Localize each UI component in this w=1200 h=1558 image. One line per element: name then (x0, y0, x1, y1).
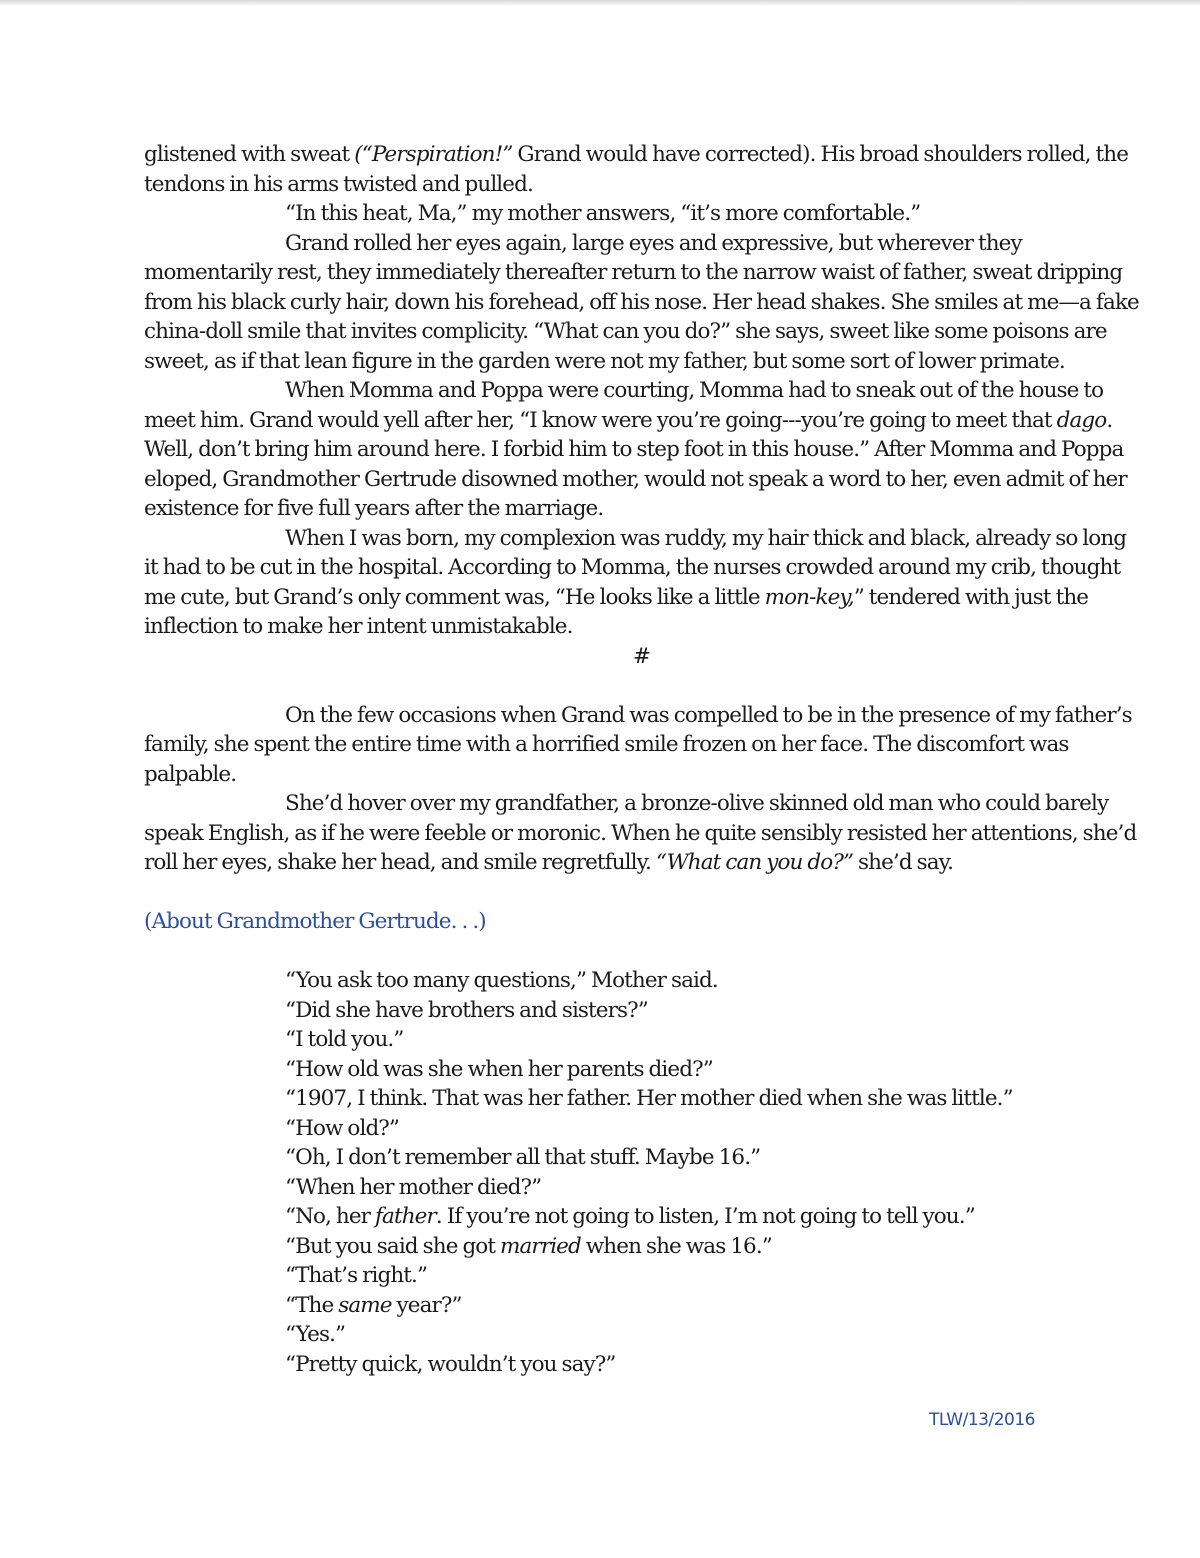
paragraph-3: Grand rolled her eyes again, large eyes and expressive, but wherever they momentarily rest, they immediately thereafter return to the narrow waist of father, sweat dripping from his black curly hair, down his forehead, off his nose. Her head shakes. She smiles at me—a fake china-doll smile that invites complicity. “What can you do?” she says, sweet like some poisons are sweet, as if that lean figure in the garden were not my father, but some sort of lower primate. (144, 230, 1139, 374)
paragraph-7 (144, 789, 1139, 878)
blank-line (144, 937, 1139, 967)
dialogue-line: “You ask too many questions,” Mother said. (285, 968, 718, 993)
dialogue-italic: father (375, 1204, 436, 1229)
dialogue-text-end: . If you’re not going to listen, I’m not going to tell you.” (435, 1204, 975, 1229)
blank-line (144, 878, 1139, 908)
paragraph-5-italic: mon-key, (764, 584, 854, 610)
footer-document-code: TLW/13/2016 (929, 1410, 1035, 1430)
dialogue-line: “Yes.” (285, 1322, 346, 1347)
paragraph-4-text: When Momma and Poppa were courting, Momma had to sneak out of the house to meet him. Grand would yell after her, “I know were you’re going---you’re going to meet that (144, 378, 1104, 433)
paragraph-1 (144, 140, 1139, 199)
dialogue-line: “1907, I think. That was her father. Her mother died when she was little.” (285, 1086, 1013, 1111)
section-heading: (About Grandmother Gertrude. . .) (144, 909, 486, 934)
paragraph-2: “In this heat, Ma,” my mother answers, “it’s more comfortable.” (285, 201, 921, 226)
dialogue-line: “How old was she when her parents died?” (285, 1056, 713, 1082)
paragraph-6: On the few occasions when Grand was compelled to be in the presence of my father’s family, she spent the entire time with a horrified smile frozen on her face. The discomfort was palpable. (144, 702, 1132, 787)
section-separator: # (632, 643, 651, 669)
dialogue-line: “Pretty quick, wouldn’t you say?” (285, 1351, 616, 1377)
paragraph-4-italic: dago (1056, 407, 1107, 433)
dialogue-line (285, 1232, 1139, 1262)
dialogue-line: “I told you.” (285, 1027, 404, 1052)
dialogue-line (285, 1202, 1139, 1232)
dialogue-text-end: year?” (391, 1292, 462, 1318)
dialogue-line: “Did she have brothers and sisters?” (285, 997, 648, 1023)
paragraph-5-text-end: ” tendered with just the inflection to make her intent unmistakable. (144, 584, 1089, 639)
dialogue-italic: same (338, 1292, 392, 1318)
paragraph-1-italic: (“Perspiration!” (354, 142, 513, 167)
dialogue-text-end: when she was 16.” (580, 1233, 772, 1259)
dialogue-line: “When her mother died?” (285, 1174, 542, 1200)
paragraph-1-text: glistened with sweat (144, 142, 355, 167)
page-top-edge (0, 0, 1200, 6)
dialogue-text: “The (285, 1292, 339, 1318)
paragraph-7-text-end: she’d say. (853, 850, 954, 875)
document-body (144, 140, 1139, 1379)
dialogue-line: “Oh, I don’t remember all that stuff. Maybe 16.” (285, 1145, 761, 1170)
blank-line (144, 671, 1139, 701)
dialogue-line (285, 1291, 1139, 1321)
dialogue-italic: married (500, 1233, 581, 1259)
paragraph-5 (144, 524, 1139, 642)
dialogue-line: “How old?” (285, 1115, 400, 1141)
paragraph-4 (144, 376, 1139, 524)
paragraph-5-text: When I was born, my complexion was ruddy, my hair thick and black, already so long it had to be cut in the hospital. According to Momma, the nurses crowded around my crib, thought me cute, but Grand’s only comment was, “He looks like a little (144, 525, 1127, 610)
dialogue-text: “But you said she got (285, 1233, 501, 1259)
paragraph-4-text-end: . Well, don’t bring him around here. I forbid him to step foot in this house.” After Momma and Poppa eloped, Grandmother Gertrude disowned mother, would not speak a word to her, even admit of her existence for five full years after the marriage. (144, 407, 1127, 521)
paragraph-7-italic: “What can you do?” (655, 850, 854, 875)
dialogue-line: “That’s right.” (285, 1263, 428, 1288)
paragraph-7-text: She’d hover over my grandfather, a bronze-olive skinned old man who could barely speak English, as if he were feeble or moronic. When he quite sensibly resisted her attentions, she’d roll her eyes, shake her head, and smile regretfully. (144, 791, 1137, 875)
dialogue-text: “No, her (285, 1204, 375, 1229)
paragraph-1-text-end: Grand would have corrected). His broad shoulders rolled, the tendons in his arms twisted and pulled. (144, 142, 1129, 197)
dialogue-block (144, 966, 1139, 1379)
